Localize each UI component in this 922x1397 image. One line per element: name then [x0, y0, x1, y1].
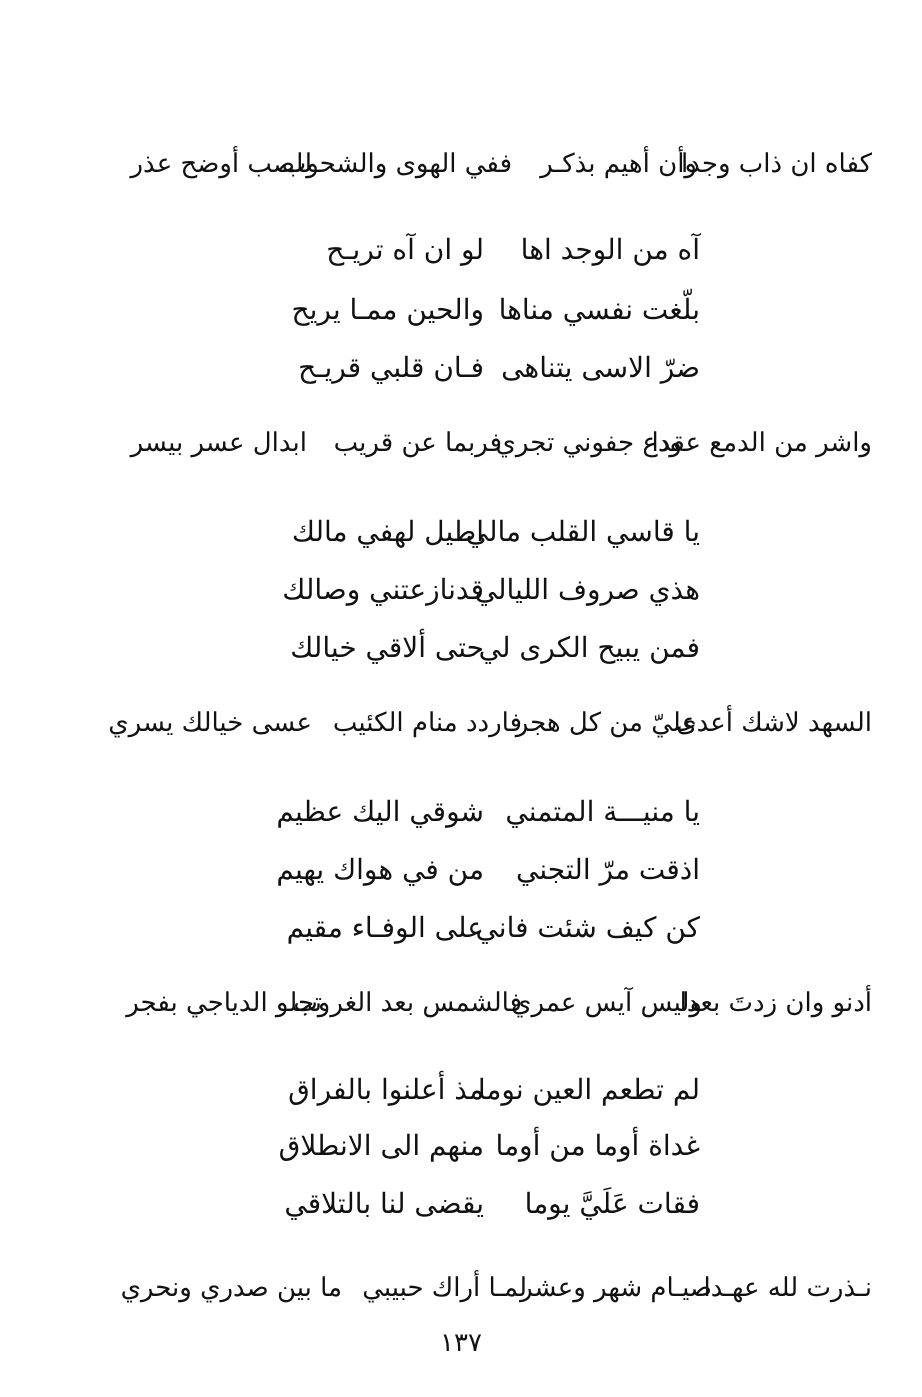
poem-line-wide [108, 705, 872, 741]
line-segment: ففي الهوى والشحوب [281, 149, 512, 179]
verse-hemistich-right: ضرّ الاسى يتناهى [501, 351, 700, 384]
verse-hemistich-left: قدنازعتني وصالك [282, 573, 484, 606]
poem-line-wide [130, 425, 872, 461]
line-segment: عسى خيالك يسري [108, 708, 312, 738]
line-segment: لمـا أراك حبيبي [362, 1273, 527, 1303]
verse-hemistich-right: آه من الوجد اها [520, 233, 700, 266]
verse-hemistich-right: لم تطعم العين نوما [477, 1073, 700, 1106]
verse-hemistich-right: فقات عَلَيَّ يوما [524, 1187, 700, 1220]
line-segment: فربما عن قريب [333, 428, 502, 458]
page-number: ١٣٧ [440, 1328, 482, 1358]
verse-hemistich-right: اذقت مرّ التجني [516, 853, 700, 886]
verse-hemistich-left: لو ان آه تريـح [326, 233, 484, 266]
line-segment: للصب أوضح عذر [130, 149, 312, 179]
line-segment: نـذرت لله عهـدا [703, 1273, 872, 1303]
line-segment: ابدال عسر بيسر [130, 428, 307, 458]
verse-hemistich-left: فـان قلبي قريـح [298, 351, 484, 384]
line-segment: واشر من الدمع عقدا [651, 428, 872, 458]
verse-hemistich-left: حتى ألاقي خيالك [290, 631, 484, 664]
poem-line-wide [126, 985, 872, 1021]
line-segment: ودع جفوني تجري [495, 428, 682, 458]
line-segment: وليس آيس عمري [511, 988, 702, 1018]
poem-line-wide [130, 146, 872, 182]
line-segment: عليّ من كل هجر [515, 708, 697, 738]
verse-hemistich-left: يقضى لنا بالتلاقي [284, 1187, 484, 1220]
line-segment: وأن أهيم بذكـر [540, 149, 697, 179]
line-segment: فاردد منام الكئيب [332, 708, 522, 738]
verse-hemistich-right: كن كيف شئت فاني [475, 911, 700, 944]
verse-hemistich-left: مذ أعلنوا بالفراق [288, 1073, 484, 1106]
verse-hemistich-right: هذي صروف الليالي [474, 573, 700, 606]
verse-hemistich-right: بلّغت نفسي مناها [498, 293, 700, 326]
verse-hemistich-left: على الوفـاء مقيم [286, 911, 484, 944]
verse-hemistich-right: يا منيـــة المتمني [505, 795, 700, 828]
verse-hemistich-left: منهم الى الانطلاق [278, 1129, 484, 1162]
line-segment: السهد لاشك أعدى [676, 708, 872, 738]
verse-hemistich-right: غداة أوما من أوما [495, 1129, 700, 1162]
verse-hemistich-left: من في هواك يهيم [276, 853, 484, 886]
verse-hemistich-right: يا قاسي القلب مالي [465, 515, 700, 548]
line-segment: تجلو الدياجي بفجر [126, 988, 322, 1018]
poem-line-wide [120, 1270, 872, 1306]
line-segment: صيـام شهر وعشر [520, 1273, 712, 1303]
line-segment: كفاه ان ذاب وجدا [681, 149, 872, 179]
verse-hemistich-right: فمن يبيح الكرى لي [478, 631, 700, 664]
line-segment: أدنو وان زدتَ بعدا [679, 988, 872, 1018]
line-segment: فالشمس بعد الغروب [293, 988, 522, 1018]
verse-hemistich-left: شوقي اليك عظيم [276, 795, 484, 828]
verse-hemistich-left: والحين ممـا يريح [291, 293, 484, 326]
line-segment: ما بين صدري ونحري [120, 1273, 342, 1303]
verse-hemistich-left: اطيل لهفي مالك [291, 515, 484, 548]
